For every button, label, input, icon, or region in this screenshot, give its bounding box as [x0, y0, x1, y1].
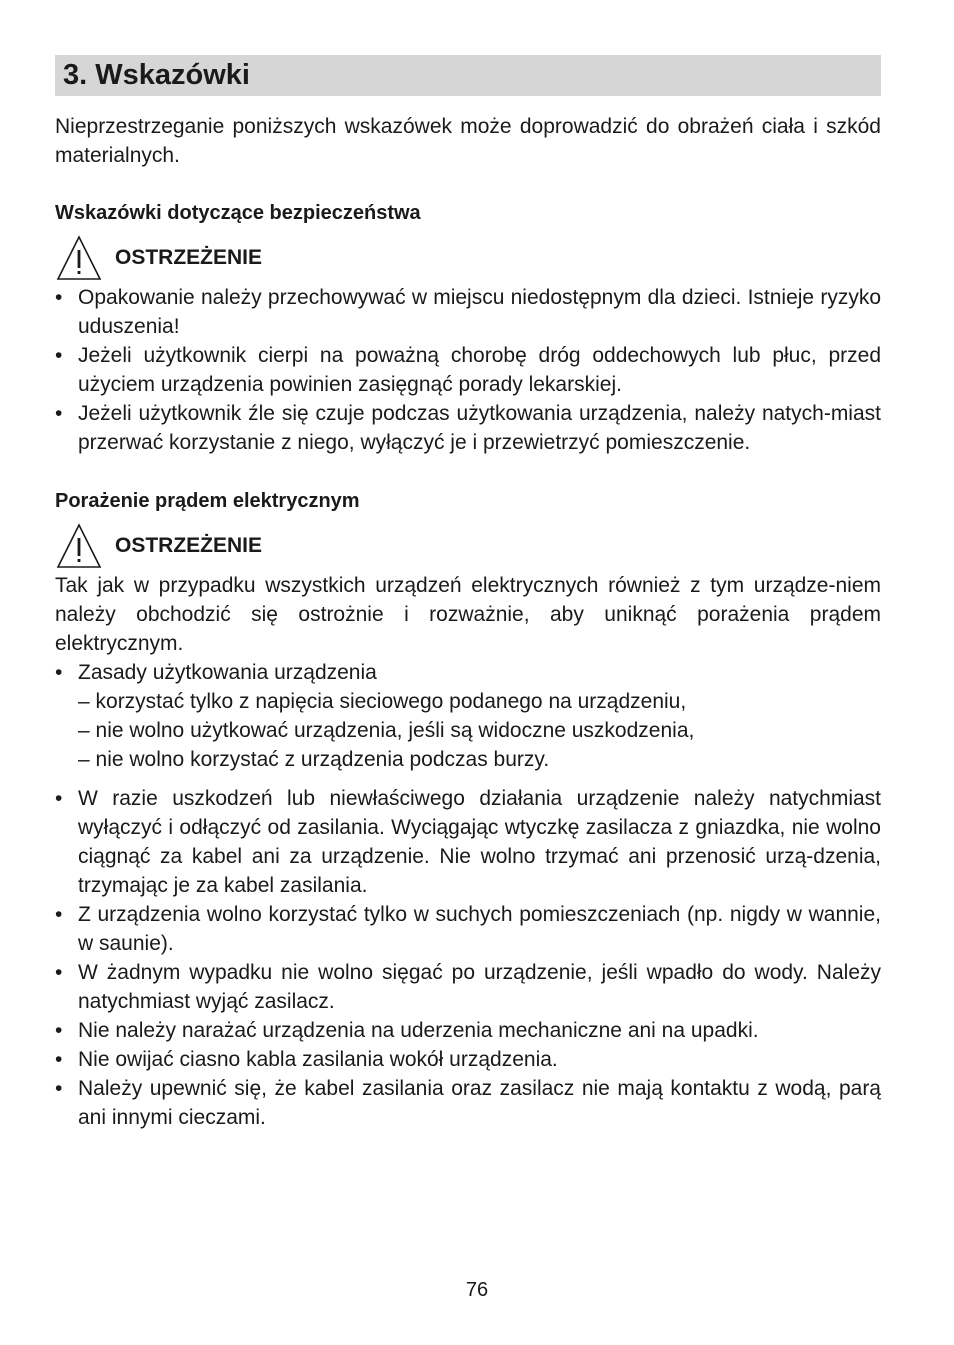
- rule-item: – korzystać tylko z napięcia sieciowego podanego na urządzeniu,: [78, 690, 687, 713]
- warning-notice: [55, 521, 881, 571]
- electric-heading: Porażenie prądem elektrycznym: [55, 490, 360, 512]
- electric-bullet-list: [55, 784, 881, 1132]
- safety-heading: Wskazówki dotyczące bezpieczeństwa: [55, 202, 421, 224]
- intro-paragraph: Nieprzestrzeganie poniższych wskazówek może doprowadzić do obrażeń ciała i szkód materialnych.: [55, 115, 881, 167]
- warning-triangle-icon: [55, 522, 103, 570]
- electric-paragraph: Tak jak w przypadku wszystkich urządzeń elektrycznych również z tym urządze-niem należy obchodzić się ostrożnie i rozważnie, aby uniknąć porażenia prądem elektrycznym.: [55, 574, 881, 655]
- page-content: [55, 55, 881, 1132]
- list-item: • Zasady użytkowania urządzenia: [55, 658, 881, 687]
- safety-bullet-list: [55, 283, 881, 457]
- rule-item: – nie wolno użytkować urządzenia, jeśli są widoczne uszkodzenia,: [78, 719, 695, 742]
- list-item: • Jeżeli użytkownik cierpi na poważną chorobę dróg oddechowych lub płuc, przed użyciem urządzenia powinien zasięgnąć porady lekarskiej.: [55, 341, 881, 399]
- warning-label: OSTRZEŻENIE: [115, 246, 263, 269]
- page-number: 76: [465, 1279, 489, 1301]
- list-item: • Jeżeli użytkownik źle się czuje podczas użytkowania urządzenia, należy natych-miast przerwać korzystanie z niego, wyłączyć je i przewietrzyć pomieszczenie.: [55, 399, 881, 457]
- list-item: • Nie należy narażać urządzenia na uderzenia mechaniczne ani na upadki.: [55, 1016, 881, 1045]
- warning-notice: [55, 233, 881, 283]
- list-item: • Należy upewnić się, że kabel zasilania oraz zasilacz nie mają kontaktu z wodą, parą ani innymi cieczami.: [55, 1074, 881, 1132]
- rules-list: [55, 658, 881, 687]
- list-item: • W żadnym wypadku nie wolno sięgać po urządzenie, jeśli wpadło do wody. Należy natychmiast wyjąć zasilacz.: [55, 958, 881, 1016]
- section-title: 3. Wskazówki: [63, 59, 250, 91]
- list-item: • Opakowanie należy przechowywać w miejscu niedostępnym dla dzieci. Istnieje ryzyko uduszenia!: [55, 283, 881, 341]
- warning-triangle-icon: [55, 234, 103, 282]
- list-item: • Nie owijać ciasno kabla zasilania wokół urządzenia.: [55, 1045, 881, 1074]
- rule-item: – nie wolno korzystać z urządzenia podczas burzy.: [78, 748, 550, 771]
- warning-label: OSTRZEŻENIE: [115, 534, 263, 557]
- list-item: • W razie uszkodzeń lub niewłaściwego działania urządzenie należy natychmiast wyłączyć i odłączyć od zasilania. Wyciągając wtyczkę zasilacza z gniazdka, nie wolno ciągnąć za kabel ani za urządzenie. Nie wolno trzymać ani przenosić urzą-dzenia, trzymając je za kabel zasilania.: [55, 784, 881, 900]
- section-title-bar: [55, 55, 881, 96]
- list-item: • Z urządzenia wolno korzystać tylko w suchych pomieszczeniach (np. nigdy w wannie, w saunie).: [55, 900, 881, 958]
